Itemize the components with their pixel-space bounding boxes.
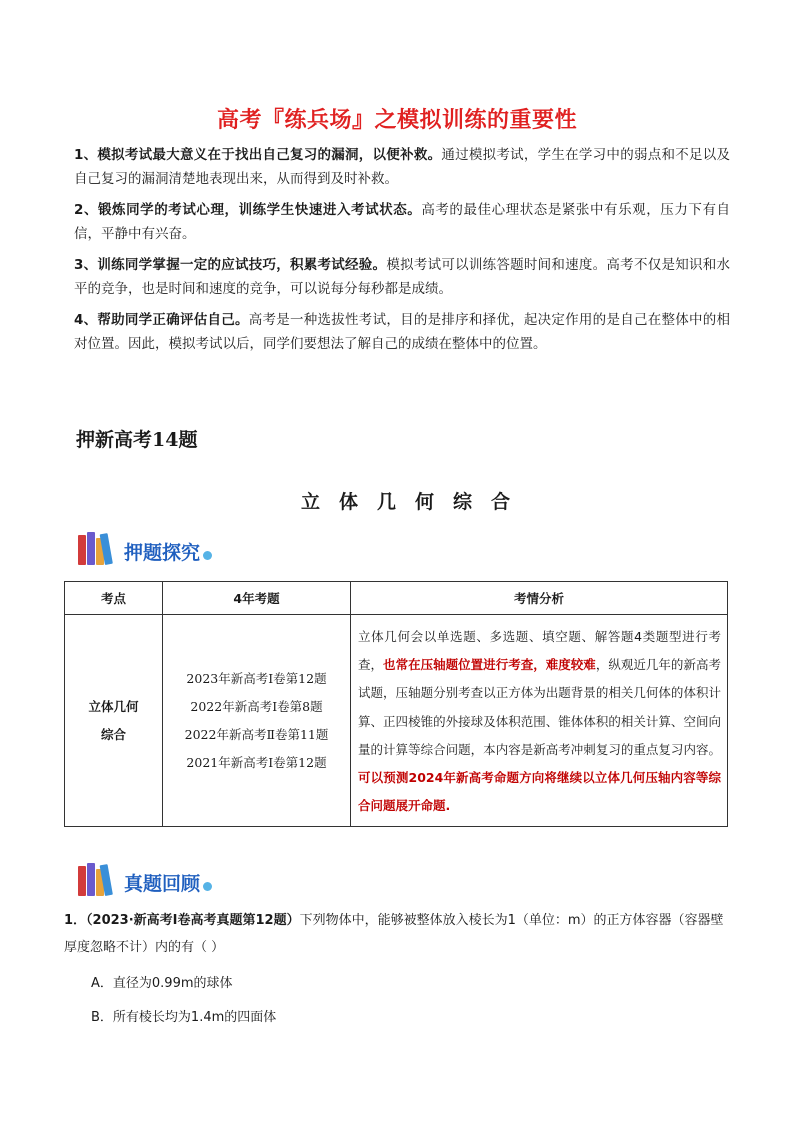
question-source: （2023·新高考Ⅰ卷高考真题第12题） <box>86 913 300 928</box>
intro-text: 模拟考试可以训练答题时间和速度。高考不仅是知识和水平的竞争，也是时间和速度的竞争，可以说每分每秒都是成绩。 <box>74 257 730 297</box>
year-item: 2023年新高考Ⅰ卷第12题 <box>186 670 327 686</box>
table-header-row <box>65 582 728 615</box>
intro-lead: 4、帮助同学正确评估自己。 <box>74 312 249 328</box>
year-item: 2022年新高考Ⅰ卷第8题 <box>190 698 323 714</box>
intro-text: 通过模拟考试，学生在学习中的弱点和不足以及自己复习的漏洞清楚地表现出来，从而得到及时补救。 <box>74 147 730 187</box>
option-a: A．直径为0.99m的球体 <box>91 976 233 991</box>
table-cell-topic <box>65 615 163 827</box>
intro-lead: 2、锻炼同学的考试心理，训练学生快速进入考试状态。 <box>74 202 422 218</box>
table-cell-analysis <box>351 615 728 827</box>
intro-lead: 3、训练同学掌握一定的应试技巧，积累考试经验。 <box>74 257 387 273</box>
section-title: 押题探究 <box>124 542 201 564</box>
question-block <box>64 907 728 961</box>
year-item: 2021年新高考Ⅰ卷第12题 <box>186 754 327 770</box>
question-subtitle: 押新高考14题 <box>76 429 198 451</box>
topic-text: 立体几何综合 <box>88 698 139 742</box>
analysis-text: ，纵观近几年的新高考试题，压轴题分别考查以正方体为出题背景的相关几何体的体积计算、正四棱锥的外接球及体积范围、锥体体积的相关计算、空间向量的计算等综合问题，本内容是新高考冲刺复习的重点复习内容。 <box>358 657 721 757</box>
question-number: 1． <box>64 913 87 928</box>
intro-item <box>74 253 730 301</box>
table-header: 考点 <box>65 582 163 615</box>
intro-text: 高考的最佳心理状态是紧张中有乐观，压力下有自信，平静中有兴奋。 <box>74 202 730 242</box>
analysis-prediction: 可以预测2024年新高考命题方向将继续以立体几何压轴内容等综合问题展开命题. <box>358 770 721 814</box>
option-b: B．所有棱长均为1.4m的四面体 <box>91 1010 277 1025</box>
page-title: 高考『练兵场』之模拟训练的重要性 <box>216 108 577 133</box>
section-header-explore <box>78 529 212 565</box>
question-stem: 下列物体中，能够被整体放入棱长为1（单位：m）的正方体容器（容器壁厚度忽略不计）内的有（ ） <box>64 913 724 955</box>
intro-lead: 1、模拟考试最大意义在于找出自己复习的漏洞，以便补救。 <box>74 147 442 163</box>
intro-text: 高考是一种选拔性考试，目的是排序和择优，起决定作用的是自己在整体中的相对位置。因此，模拟考试以后，同学们要想法了解自己的成绩在整体中的位置。 <box>74 312 730 352</box>
table-cell-years <box>163 615 351 827</box>
analysis-table <box>64 581 728 827</box>
books-icon <box>78 862 122 896</box>
table-row <box>65 615 728 827</box>
year-item: 2022年新高考Ⅱ卷第11题 <box>184 726 329 742</box>
dot-icon <box>203 551 212 560</box>
section-title: 真题回顾 <box>124 873 201 895</box>
intro-item <box>74 308 730 356</box>
books-icon <box>78 531 122 565</box>
table-header: 4年考题 <box>163 582 351 615</box>
section-header-review <box>78 860 212 896</box>
intro-list <box>74 143 730 363</box>
intro-item <box>74 143 730 191</box>
dot-icon <box>203 882 212 891</box>
analysis-emphasis: 也常在压轴题位置进行考查，难度较难 <box>383 657 596 673</box>
analysis-text: 立体几何会以单选题、多选题、填空题、解答题4类题型进行考查， <box>358 629 721 673</box>
intro-item <box>74 198 730 246</box>
table-header: 考情分析 <box>351 582 728 615</box>
topic-heading: 立体几何综合 <box>300 491 529 513</box>
